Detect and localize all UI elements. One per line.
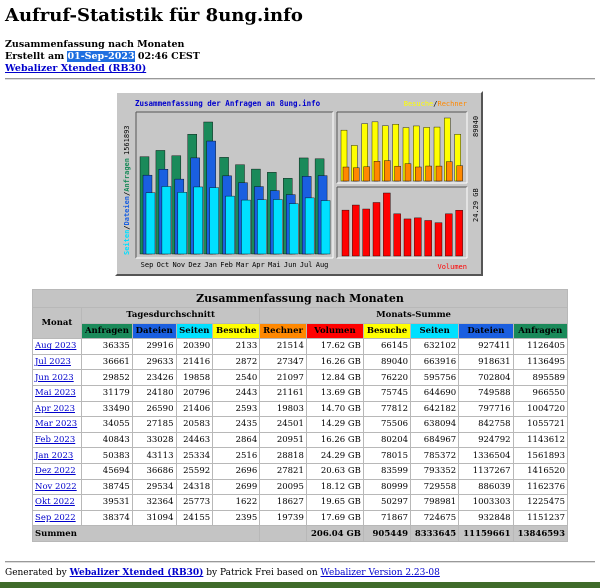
- bar-rechner: [415, 167, 421, 181]
- x-tick-label: Apr: [252, 261, 265, 269]
- table-cell: 1137267: [459, 463, 513, 479]
- bar-rechner: [374, 161, 380, 181]
- table-cell: 20951: [260, 432, 307, 448]
- table-row: [33, 385, 568, 401]
- bar-seiten: [242, 200, 251, 254]
- table-cell: 50383: [82, 448, 133, 464]
- bar-rechner: [343, 167, 349, 181]
- summen-row: [33, 526, 568, 542]
- group-daily: Tagesdurchschnitt: [82, 308, 260, 324]
- x-tick-label: Feb: [220, 261, 233, 269]
- table-cell: 76220: [363, 370, 410, 386]
- header-dateien: Dateien: [459, 323, 513, 339]
- table-row: [33, 510, 568, 526]
- table-cell: 25592: [176, 463, 213, 479]
- table-cell: 24463: [176, 432, 213, 448]
- divider: [5, 78, 595, 80]
- bar-seiten: [273, 200, 282, 254]
- table-cell: 642182: [411, 401, 459, 417]
- header-anfragen: Anfragen: [82, 323, 133, 339]
- table-cell: 932848: [459, 510, 513, 526]
- table-cell: 24155: [176, 510, 213, 526]
- bar-seiten: [226, 196, 235, 254]
- table-cell: 2696: [213, 463, 260, 479]
- table-cell: 2133: [213, 339, 260, 355]
- bar-seiten: [305, 198, 314, 254]
- table-cell: 785372: [411, 448, 459, 464]
- table-cell: 2516: [213, 448, 260, 464]
- table-cell: 13.69 GB: [306, 385, 363, 401]
- table-cell: 1225475: [513, 495, 567, 511]
- max-label-left: 1561893: [123, 125, 131, 155]
- table-row: [33, 495, 568, 511]
- col-monat: Monat: [33, 308, 82, 339]
- bar-seiten: [257, 200, 266, 254]
- bar-rechner: [395, 166, 401, 181]
- bar-volumen: [394, 214, 401, 256]
- bar-volumen: [435, 223, 442, 256]
- table-cell: 27185: [132, 417, 176, 433]
- table-cell: 1003303: [459, 495, 513, 511]
- column-header-row: [33, 323, 568, 339]
- legend-right-part: Besuche: [403, 100, 434, 108]
- table-cell: 21406: [176, 401, 213, 417]
- month-cell: [33, 448, 82, 464]
- bar-rechner: [436, 166, 442, 181]
- x-tick-label: Jan: [204, 261, 217, 269]
- month-cell: [33, 495, 82, 511]
- x-tick-label: Nov: [172, 261, 186, 269]
- created-line: [5, 51, 595, 63]
- table-title: Zusammenfassung nach Monaten: [33, 290, 568, 308]
- table-row: [33, 479, 568, 495]
- legend-right-part: Rechner: [437, 100, 467, 108]
- table-row: [33, 401, 568, 417]
- bar-seiten: [210, 188, 219, 254]
- table-cell: 19803: [260, 401, 307, 417]
- table-cell: 918631: [459, 354, 513, 370]
- page-title: Aufruf-Statistik für 8ung.info: [5, 5, 303, 26]
- table-cell: 14.70 GB: [306, 401, 363, 417]
- max-label-right-top: 89040: [472, 115, 480, 137]
- legend-right-top: [404, 100, 467, 108]
- x-tick-label: Oct: [156, 261, 170, 269]
- table-cell: 27347: [260, 354, 307, 370]
- legend-left-part: Seiten: [123, 229, 131, 255]
- table-cell: 20095: [260, 479, 307, 495]
- footer-by: by Patrick Frei based on: [206, 568, 318, 578]
- month-link[interactable]: Jun 2023: [35, 372, 74, 383]
- legend-left: [123, 158, 131, 255]
- table-cell: 18.12 GB: [306, 479, 363, 495]
- table-cell: 2699: [213, 479, 260, 495]
- table-cell: 21514: [260, 339, 307, 355]
- table-cell: 797716: [459, 401, 513, 417]
- bar-volumen: [425, 220, 432, 256]
- header-seiten: Seiten: [411, 323, 459, 339]
- legend-left-part: /: [123, 191, 131, 196]
- table-cell: 14.29 GB: [306, 417, 363, 433]
- summary-chart: [115, 91, 483, 276]
- table-cell: 724675: [411, 510, 459, 526]
- legend-left-part: /: [123, 225, 131, 230]
- month-link[interactable]: Dez 2022: [35, 466, 76, 477]
- table-row: [33, 370, 568, 386]
- x-tick-label: Jul: [299, 261, 313, 269]
- table-cell: 644690: [411, 385, 459, 401]
- month-cell: [33, 401, 82, 417]
- table-cell: 38745: [82, 479, 133, 495]
- x-tick-label: Mai: [268, 261, 281, 269]
- table-cell: 2395: [213, 510, 260, 526]
- page-header: [5, 3, 595, 75]
- table-cell: 27821: [260, 463, 307, 479]
- bar-volumen: [342, 210, 349, 256]
- legend-volumen: Volumen: [437, 263, 467, 271]
- table-cell: 17.69 GB: [306, 510, 363, 526]
- table-cell: 2864: [213, 432, 260, 448]
- table-cell: 80999: [363, 479, 410, 495]
- table-cell: 29534: [132, 479, 176, 495]
- bar-seiten: [178, 192, 187, 254]
- table-cell: 78015: [363, 448, 410, 464]
- month-link[interactable]: Apr 2023: [35, 403, 75, 414]
- table-cell: 77812: [363, 401, 410, 417]
- footer: [5, 568, 440, 578]
- table-cell: 25773: [176, 495, 213, 511]
- table-cell: 34055: [82, 417, 133, 433]
- legend-left-part: Dateien: [123, 195, 131, 226]
- table-cell: 729558: [411, 479, 459, 495]
- summen-label: Summen: [33, 526, 260, 542]
- month-link[interactable]: Jul 2023: [35, 357, 71, 368]
- table-cell: 842758: [459, 417, 513, 433]
- x-tick-label: Dez: [188, 261, 202, 269]
- table-cell: 886039: [459, 479, 513, 495]
- table-cell: 1004720: [513, 401, 567, 417]
- table-cell: 24180: [132, 385, 176, 401]
- bar-seiten: [146, 193, 155, 254]
- bar-seiten: [321, 201, 330, 254]
- table-cell: 71867: [363, 510, 410, 526]
- table-cell: 1162376: [513, 479, 567, 495]
- bar-rechner: [426, 166, 432, 181]
- bar-volumen: [456, 210, 463, 256]
- table-cell: 36661: [82, 354, 133, 370]
- month-cell: [33, 385, 82, 401]
- bar-rechner: [457, 166, 463, 181]
- table-cell: 32364: [132, 495, 176, 511]
- table-row: [33, 354, 568, 370]
- table-cell: 36335: [82, 339, 133, 355]
- month-link[interactable]: Okt 2022: [35, 497, 75, 508]
- summen-volumen: 206.04 GB: [306, 526, 363, 542]
- created-time: 02:46 CEST: [137, 51, 200, 62]
- chart-title: Zusammenfassung der Anfragen an 8ung.info: [135, 99, 321, 108]
- webalizer-link[interactable]: Webalizer Xtended (RB30): [5, 63, 147, 74]
- table-cell: 29852: [82, 370, 133, 386]
- table-cell: 26590: [132, 401, 176, 417]
- table-cell: 24318: [176, 479, 213, 495]
- table-cell: 25334: [176, 448, 213, 464]
- month-cell: [33, 463, 82, 479]
- header-rechner: Rechner: [260, 323, 307, 339]
- x-tick-label: Aug: [315, 261, 329, 269]
- table-cell: 31179: [82, 385, 133, 401]
- summen-seiten: 8333645: [411, 526, 459, 542]
- table-cell: 1126405: [513, 339, 567, 355]
- header-seiten: Seiten: [176, 323, 213, 339]
- table-cell: 75506: [363, 417, 410, 433]
- table-cell: 1143612: [513, 432, 567, 448]
- table-cell: 17.62 GB: [306, 339, 363, 355]
- table-cell: 2540: [213, 370, 260, 386]
- header-volumen: Volumen: [306, 323, 363, 339]
- table-cell: 20583: [176, 417, 213, 433]
- table-cell: 21097: [260, 370, 307, 386]
- month-link[interactable]: Jan 2023: [35, 450, 74, 461]
- table-cell: 24.29 GB: [306, 448, 363, 464]
- table-cell: 1416520: [513, 463, 567, 479]
- table-cell: 19739: [260, 510, 307, 526]
- bar-seiten: [289, 204, 298, 254]
- month-cell: [33, 417, 82, 433]
- legend-right-part: /: [433, 100, 438, 108]
- table-cell: 1622: [213, 495, 260, 511]
- table-row: [33, 339, 568, 355]
- bar-rechner: [446, 162, 452, 181]
- table-cell: 1055721: [513, 417, 567, 433]
- table-cell: 66145: [363, 339, 410, 355]
- table-cell: 2593: [213, 401, 260, 417]
- footer-tool-link[interactable]: Webalizer Xtended (RB30): [69, 568, 204, 578]
- month-cell: [33, 354, 82, 370]
- month-link[interactable]: Sep 2022: [35, 513, 76, 524]
- summen-empty: [260, 526, 307, 542]
- table-cell: 638094: [411, 417, 459, 433]
- bar-rechner: [364, 167, 370, 181]
- month-link[interactable]: Nov 2022: [35, 481, 77, 492]
- month-link[interactable]: Mai 2023: [35, 388, 76, 399]
- x-tick-label: Jun: [283, 261, 297, 269]
- month-cell: [33, 479, 82, 495]
- table-cell: 1561893: [513, 448, 567, 464]
- table-row: [33, 417, 568, 433]
- table-cell: 29916: [132, 339, 176, 355]
- table-cell: 80204: [363, 432, 410, 448]
- table-cell: 12.84 GB: [306, 370, 363, 386]
- table-cell: 19858: [176, 370, 213, 386]
- table-cell: 1136495: [513, 354, 567, 370]
- summen-anfragen: 13846593: [513, 526, 567, 542]
- monthly-summary-table: [32, 289, 568, 542]
- table-cell: 75745: [363, 385, 410, 401]
- table-cell: 20390: [176, 339, 213, 355]
- max-label-right-bottom: 24.29 GB: [472, 188, 480, 222]
- month-link[interactable]: Mar 2023: [35, 419, 78, 430]
- header-besuche: Besuche: [363, 323, 410, 339]
- x-tick-label: Sep: [140, 261, 154, 269]
- table-cell: 632102: [411, 339, 459, 355]
- bar-volumen: [414, 218, 421, 256]
- table-cell: 19.65 GB: [306, 495, 363, 511]
- created-prefix: Erstellt am: [5, 51, 65, 62]
- table-row: [33, 432, 568, 448]
- table-cell: 663916: [411, 354, 459, 370]
- summary-label: Zusammenfassung nach Monaten: [5, 39, 185, 50]
- table-cell: 23426: [132, 370, 176, 386]
- table-cell: 43113: [132, 448, 176, 464]
- x-tick-label: Mar: [236, 261, 249, 269]
- footer-generated: Generated by: [5, 568, 67, 578]
- footer-image-strip: [0, 582, 600, 588]
- bar-rechner: [405, 164, 411, 181]
- table-cell: 20796: [176, 385, 213, 401]
- table-cell: 45694: [82, 463, 133, 479]
- table-row: [33, 448, 568, 464]
- table-cell: 793352: [411, 463, 459, 479]
- table-cell: 684967: [411, 432, 459, 448]
- month-cell: [33, 432, 82, 448]
- table-cell: 798981: [411, 495, 459, 511]
- table-row: [33, 463, 568, 479]
- table-cell: 83599: [363, 463, 410, 479]
- table-cell: 927411: [459, 339, 513, 355]
- table-cell: 18627: [260, 495, 307, 511]
- summen-dateien: 11159661: [459, 526, 513, 542]
- table-cell: 966550: [513, 385, 567, 401]
- header-dateien: Dateien: [132, 323, 176, 339]
- legend-left-part: Anfragen: [123, 158, 131, 192]
- group-monthly: Monats-Summe: [260, 308, 568, 324]
- table-cell: 20.63 GB: [306, 463, 363, 479]
- table-cell: 2443: [213, 385, 260, 401]
- table-cell: 33028: [132, 432, 176, 448]
- bar-rechner: [353, 168, 359, 181]
- table-cell: 1336504: [459, 448, 513, 464]
- bar-volumen: [373, 202, 380, 256]
- bar-volumen: [404, 219, 411, 256]
- month-link[interactable]: Aug 2023: [35, 341, 77, 352]
- table-cell: 38374: [82, 510, 133, 526]
- bar-seiten: [162, 186, 171, 254]
- table-cell: 40843: [82, 432, 133, 448]
- table-body: [33, 339, 568, 526]
- month-cell: [33, 510, 82, 526]
- table-cell: 21161: [260, 385, 307, 401]
- table-cell: 595756: [411, 370, 459, 386]
- bar-volumen: [445, 214, 452, 256]
- bar-volumen: [363, 209, 370, 256]
- bar-rechner: [384, 161, 390, 181]
- table-cell: 16.26 GB: [306, 432, 363, 448]
- table-cell: 702804: [459, 370, 513, 386]
- footer-version-link[interactable]: Webalizer Version 2.23-08: [320, 568, 440, 578]
- table-cell: 39531: [82, 495, 133, 511]
- table-cell: 29633: [132, 354, 176, 370]
- table-cell: 16.26 GB: [306, 354, 363, 370]
- table-cell: 21416: [176, 354, 213, 370]
- header-besuche: Besuche: [213, 323, 260, 339]
- month-link[interactable]: Feb 2023: [35, 435, 76, 446]
- month-cell: [33, 370, 82, 386]
- table-cell: 28818: [260, 448, 307, 464]
- table-cell: 924792: [459, 432, 513, 448]
- summen-besuche: 905449: [363, 526, 410, 542]
- table-cell: 24501: [260, 417, 307, 433]
- table-cell: 895589: [513, 370, 567, 386]
- header-anfragen: Anfragen: [513, 323, 567, 339]
- table-cell: 2872: [213, 354, 260, 370]
- table-cell: 33490: [82, 401, 133, 417]
- table-cell: 31094: [132, 510, 176, 526]
- table-cell: 2435: [213, 417, 260, 433]
- table-cell: 1151237: [513, 510, 567, 526]
- table-cell: 749588: [459, 385, 513, 401]
- table-cell: 36686: [132, 463, 176, 479]
- bar-seiten: [194, 187, 203, 254]
- table-cell: 89040: [363, 354, 410, 370]
- footer-divider: [5, 561, 595, 563]
- bar-volumen: [383, 193, 390, 256]
- bar-volumen: [352, 205, 359, 256]
- table-cell: 50297: [363, 495, 410, 511]
- month-cell: [33, 339, 82, 355]
- created-date: 01-Sep-2023: [67, 51, 135, 62]
